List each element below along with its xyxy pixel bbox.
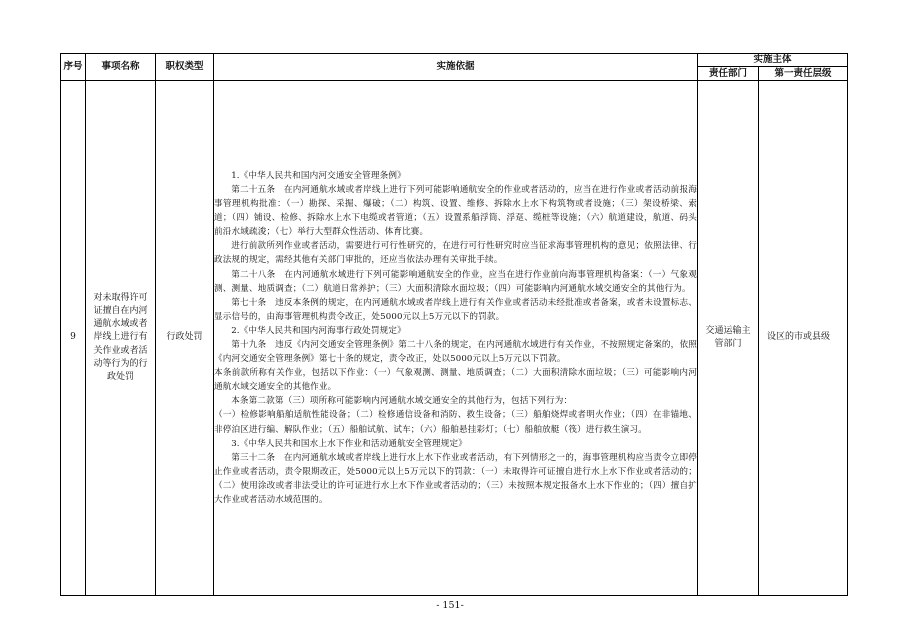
- basis-paragraph: 第二十五条 在内河通航水域或者岸线上进行下列可能影响通航安全的作业或者活动的，应当在进行作业或者活动前报海事管理机构批准：（一）勘探、采掘、爆破；（二）构筑、设置、维修、拆除水上水下构筑物或者设施；（三）架设桥梁、索道；（四）铺设、检修、拆除水上水下电缆或者管道；（五）设置系船浮筒、浮趸、缆桩等设施；（六）航道建设，航道、码头前沿水域疏浚；（七）举行大型群众性活动、体育比赛。: [214, 184, 697, 238]
- basis-paragraph: 第七十条 违反本条例的规定，在内河通航水域或者岸线上进行有关作业或者活动未经批准或者备案，或者未设置标志、显示信号的，由海事管理机构责令改正，处5000元以上5万元以下的罚款。: [214, 297, 697, 322]
- basis-paragraph: 3.《中华人民共和国水上水下作业和活动通航安全管理规定》: [231, 438, 468, 449]
- basis-paragraph: 进行前款所列作业或者活动，需要进行可行性研究的，在进行可行性研究时应当征求海事管理机构的意见；依照法律、行政法规的规定，需经其他有关部门审批的，还应当依法办理有关审批手续。: [214, 241, 697, 266]
- basis-paragraph: 第十九条 违反《内河交通安全管理条例》第二十八条的规定，在内河通航水域进行有关作业，不按照规定备案的，依照《内河交通安全管理条例》第七十条的规定，责令改正，处以5000元以上5万元以下罚款。: [214, 340, 697, 365]
- header-responsible-dept: 责任部门: [698, 67, 759, 81]
- row-basis: [214, 81, 698, 596]
- page-number: - 151-: [436, 600, 464, 611]
- header-first-level: 第一责任层级: [759, 67, 848, 81]
- basis-paragraphs: [214, 169, 697, 507]
- basis-paragraph: 本条前款所称有关作业，包括以下作业：（一）气象观测、测量、地质调查；（二）大面积清除水面垃圾；（三）可能影响内河通航水域交通安全的其他作业。: [214, 368, 697, 393]
- header-power-type: 职权类型: [156, 54, 214, 81]
- row-first-level: 设区的市或县级: [759, 81, 848, 596]
- row-responsible-dept: 交通运输主管部门: [698, 81, 759, 596]
- basis-paragraph: （一）检修影响船舶适航性能设备；（二）检修通信设备和消防、救生设备；（三）船舶烧焊或者明火作业；（四）在非锚地、非停泊区进行编、解队作业；（五）船舶试航、试车；（六）船舶悬挂彩灯；（七）船舶放艇（筏）进行救生演习。: [214, 410, 697, 435]
- row-seq: 9: [61, 81, 86, 596]
- basis-paragraph: 第三十二条 在内河通航水域或者岸线上进行水上水下作业或者活动，有下列情形之一的，海事管理机构应当责令立即停止作业或者活动，责令限期改正，处5000元以上5万元以下的罚款：（一）未取得许可证擅自进行水上水下作业或者活动的；（二）使用涂改或者非法受让的许可证进行水上水下作业或者活动的；（三）未按照本规定报备水上水下作业的；（四）擅自扩大作业或者活动水域范围的。: [214, 452, 697, 506]
- header-subject: 实施主体: [698, 54, 848, 67]
- row-item-name: 对未取得许可证擅自在内河通航水域或者岸线上进行有关作业或者活动等行为的行政处罚: [86, 81, 156, 596]
- table-row: [61, 81, 848, 596]
- basis-paragraph: 本条第二款第（三）项所称可能影响内河通航水域交通安全的其他行为，包括下列行为：: [231, 396, 573, 407]
- basis-paragraph: 2.《中华人民共和国内河海事行政处罚规定》: [231, 325, 406, 336]
- administrative-power-table: [60, 53, 848, 596]
- basis-paragraph: 第二十八条 在内河通航水域进行下列可能影响通航安全的作业，应当在进行作业前向海事管理机构备案：（一）气象观测、测量、地质调查；（二）航道日常养护；（三）大面积清除水面垃圾；（四）可能影响内河通航水域交通安全的其他行为。: [214, 269, 697, 294]
- header-basis: 实施依据: [214, 54, 698, 81]
- row-power-type: 行政处罚: [156, 81, 214, 596]
- basis-paragraph: 1.《中华人民共和国内河交通安全管理条例》: [231, 170, 406, 181]
- header-seq: 序号: [61, 54, 86, 81]
- header-row-top: [61, 54, 848, 67]
- header-item-name: 事项名称: [86, 54, 156, 81]
